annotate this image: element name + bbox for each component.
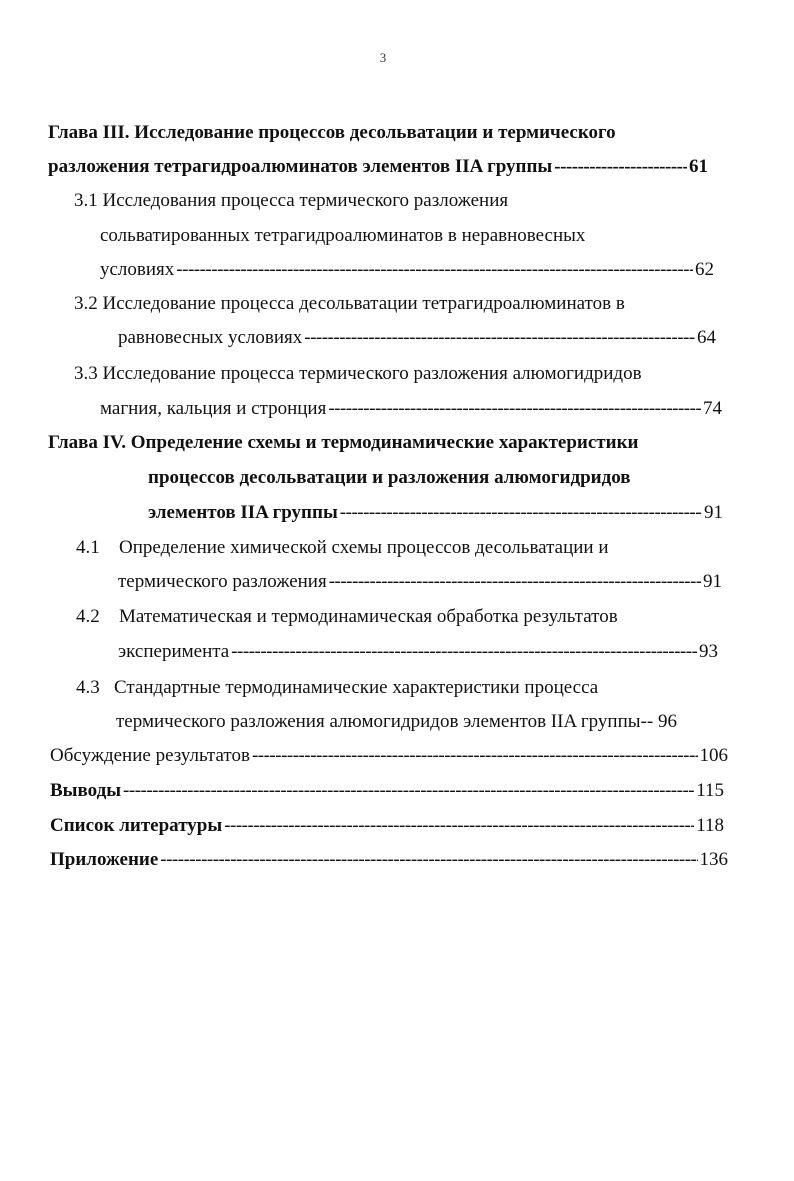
section-4-1-number: 4.1 bbox=[76, 537, 100, 558]
chapter-4-title-line1: Глава IV. Определение схемы и термодинамические характеристики bbox=[48, 432, 639, 453]
leader-dots bbox=[304, 326, 695, 350]
section-4-2-text: эксперимента bbox=[118, 641, 230, 662]
conclusions-page: 115 bbox=[696, 780, 724, 801]
toc-references bbox=[50, 814, 724, 838]
section-4-1-text: термического разложения bbox=[118, 571, 327, 592]
section-4-2-line1 bbox=[76, 605, 618, 629]
toc-appendix bbox=[50, 848, 728, 872]
section-3-2-line1: 3.2 Исследование процесса десольватации тетрагидроалюминатов в bbox=[74, 293, 625, 314]
section-3-1-page: 62 bbox=[695, 259, 714, 280]
references-page: 118 bbox=[696, 815, 724, 836]
page-number: 3 bbox=[379, 50, 387, 65]
section-4-1-title: Определение химической схемы процессов десольватации и bbox=[119, 537, 609, 558]
discussion-page: 106 bbox=[699, 745, 728, 766]
section-3-2-text: равновесных условиях bbox=[118, 327, 303, 348]
section-4-3-title: Стандартные термодинамические характеристики процесса bbox=[114, 677, 599, 698]
section-4-2-title: Математическая и термодинамическая обработка результатов bbox=[119, 606, 618, 627]
section-4-2-line2 bbox=[118, 640, 718, 664]
section-4-3-page: 96 bbox=[657, 711, 677, 732]
discussion-label: Обсуждение результатов bbox=[50, 745, 250, 766]
chapter-3-title-text: разложения тетрагидроалюминатов элементов IIA группы bbox=[48, 156, 553, 177]
leader-dots bbox=[252, 744, 698, 768]
chapter-4-title-text: элементов IIA группы bbox=[148, 502, 338, 523]
section-4-2-page: 93 bbox=[699, 641, 718, 662]
section-4-3-line1 bbox=[76, 676, 598, 700]
section-4-1-page: 91 bbox=[703, 571, 722, 592]
toc-conclusions bbox=[50, 779, 724, 803]
leader-dots bbox=[340, 501, 702, 525]
appendix-label: Приложение bbox=[50, 849, 159, 870]
chapter-3-title-line2 bbox=[48, 155, 708, 179]
chapter-4-title-line2: процессов десольватации и разложения алюмогидридов bbox=[148, 467, 631, 488]
appendix-page: 136 bbox=[699, 849, 728, 870]
toc-discussion bbox=[50, 744, 728, 768]
leader-dots bbox=[123, 779, 694, 803]
section-3-3-text: магния, кальция и стронция bbox=[100, 398, 327, 419]
section-3-1-text: условиях bbox=[100, 259, 175, 280]
section-3-3-page: 74 bbox=[703, 398, 722, 419]
leader-dots bbox=[231, 640, 697, 664]
leader-dots bbox=[176, 258, 693, 282]
section-3-2-page: 64 bbox=[697, 327, 716, 348]
leader-dots bbox=[554, 155, 687, 179]
section-3-3-line2 bbox=[100, 397, 722, 421]
chapter-3-title-line1: Глава III. Исследование процессов десольватации и термического bbox=[48, 122, 616, 143]
chapter-3-page: 61 bbox=[689, 156, 708, 177]
section-4-1-line1 bbox=[76, 536, 609, 560]
leader-dots bbox=[328, 397, 701, 421]
leader-dots bbox=[224, 814, 694, 838]
section-4-3-text: термического разложения алюмогидридов элементов IIA группы-- bbox=[116, 711, 654, 732]
section-4-3-line2 bbox=[116, 710, 726, 734]
section-3-1-line2: сольватированных тетрагидроалюминатов в неравновесных bbox=[100, 225, 586, 246]
leader-dots bbox=[160, 848, 697, 872]
section-3-3-line1: 3.3 Исследование процесса термического разложения алюмогидридов bbox=[74, 363, 642, 384]
conclusions-label: Выводы bbox=[50, 780, 122, 801]
section-4-3-number: 4.3 bbox=[76, 677, 100, 698]
section-4-2-number: 4.2 bbox=[76, 606, 100, 627]
section-3-2-line2 bbox=[118, 326, 716, 350]
chapter-4-title-line3 bbox=[148, 501, 723, 525]
references-label: Список литературы bbox=[50, 815, 223, 836]
chapter-4-page: 91 bbox=[704, 502, 723, 523]
section-3-1-line3 bbox=[100, 258, 714, 282]
leader-dots bbox=[329, 570, 701, 594]
section-3-1-line1: 3.1 Исследования процесса термического разложения bbox=[74, 190, 509, 211]
section-4-1-line2 bbox=[118, 570, 722, 594]
